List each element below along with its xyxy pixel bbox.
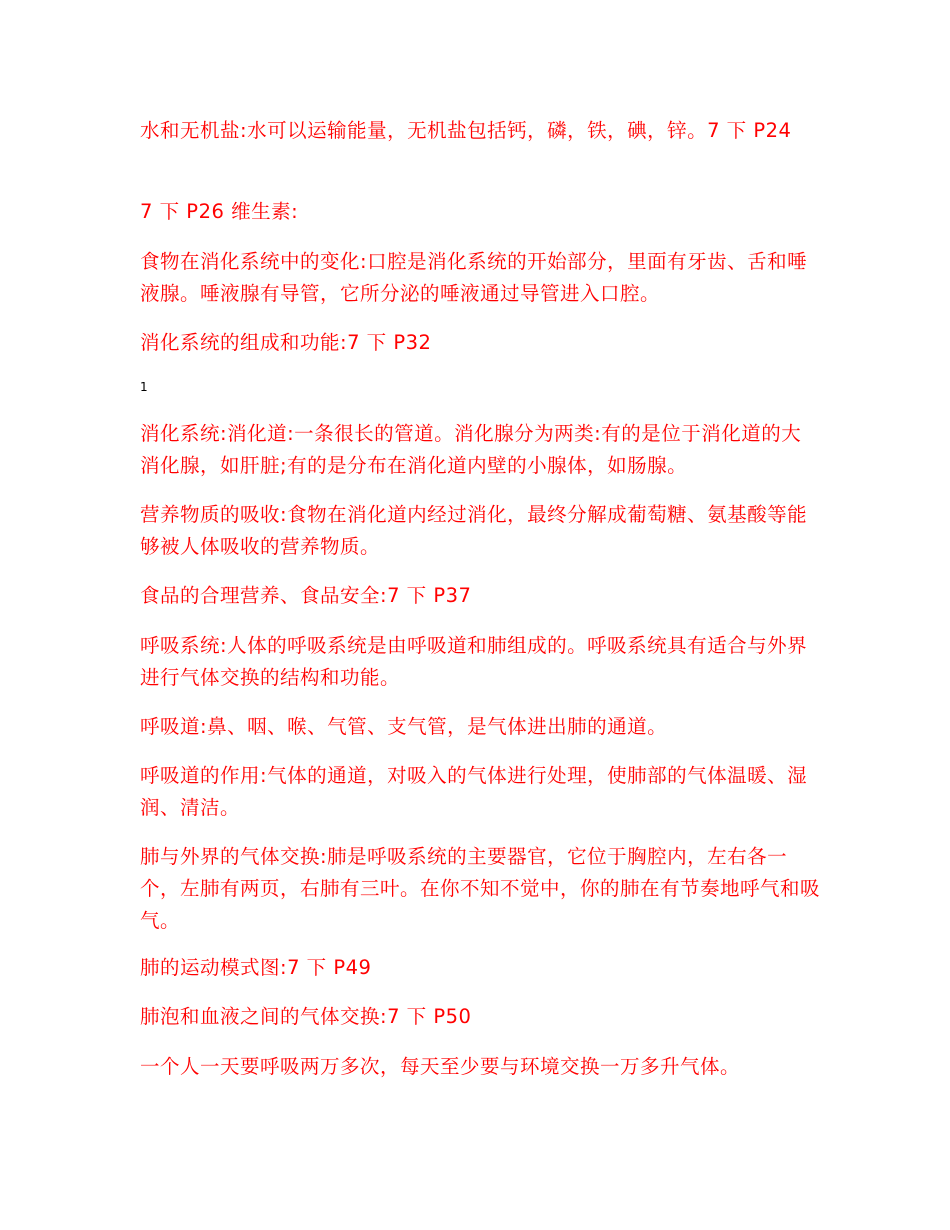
paragraph-respiratory-tract-function: 呼吸道的作用:气体的通道，对吸入的气体进行处理，使肺部的气体温暖、湿润、清洁。 bbox=[140, 764, 808, 819]
paragraph-lung-movement-diagram: 肺的运动模式图:7 下 P49 bbox=[140, 956, 372, 979]
paragraph-food-digestion-changes: 食物在消化系统中的变化:口腔是消化系统的开始部分，里面有牙齿、舌和唾液腺。唾液腺有导管，它所分泌的唾液通过导管进入口腔。 bbox=[140, 250, 808, 305]
paragraph-food-safety: 食品的合理营养、食品安全:7 下 P37 bbox=[140, 584, 472, 607]
page-number: 1 bbox=[140, 380, 148, 394]
paragraph-breathing-facts: 一个人一天要呼吸两万多次，每天至少要与环境交换一万多升气体。 bbox=[140, 1055, 741, 1078]
paragraph-vitamins: 7 下 P26 维生素: bbox=[140, 200, 299, 223]
paragraph-digestive-system: 消化系统:消化道:一条很长的管道。消化腺分为两类:有的是位于消化道的大消化腺，如肝脏;有的是分布在消化道内壁的小腺体，如肠腺。 bbox=[140, 422, 802, 477]
paragraph-nutrient-absorption: 营养物质的吸收:食物在消化道内经过消化，最终分解成葡萄糖、氨基酸等能够被人体吸收的营养物质。 bbox=[140, 503, 808, 558]
paragraph-respiratory-tract: 呼吸道:鼻、咽、喉、气管、支气管，是气体进出肺的通道。 bbox=[140, 715, 668, 738]
paragraph-respiratory-system: 呼吸系统:人体的呼吸系统是由呼吸道和肺组成的。呼吸系统具有适合与外界进行气体交换的结构和功能。 bbox=[140, 634, 808, 689]
paragraph-lung-gas-exchange: 肺与外界的气体交换:肺是呼吸系统的主要器官，它位于胸腔内，左右各一个，左肺有两页，右肺有三叶。在你不知不觉中，你的肺在有节奏地呼气和吸气。 bbox=[140, 845, 821, 932]
paragraph-digestive-system-composition: 消化系统的组成和功能:7 下 P32 bbox=[140, 331, 432, 354]
paragraph-alveoli-blood-exchange: 肺泡和血液之间的气体交换:7 下 P50 bbox=[140, 1005, 472, 1028]
paragraph-water-minerals: 水和无机盐:水可以运输能量，无机盐包括钙，磷，铁，碘，锌。7 下 P24 bbox=[140, 119, 792, 142]
